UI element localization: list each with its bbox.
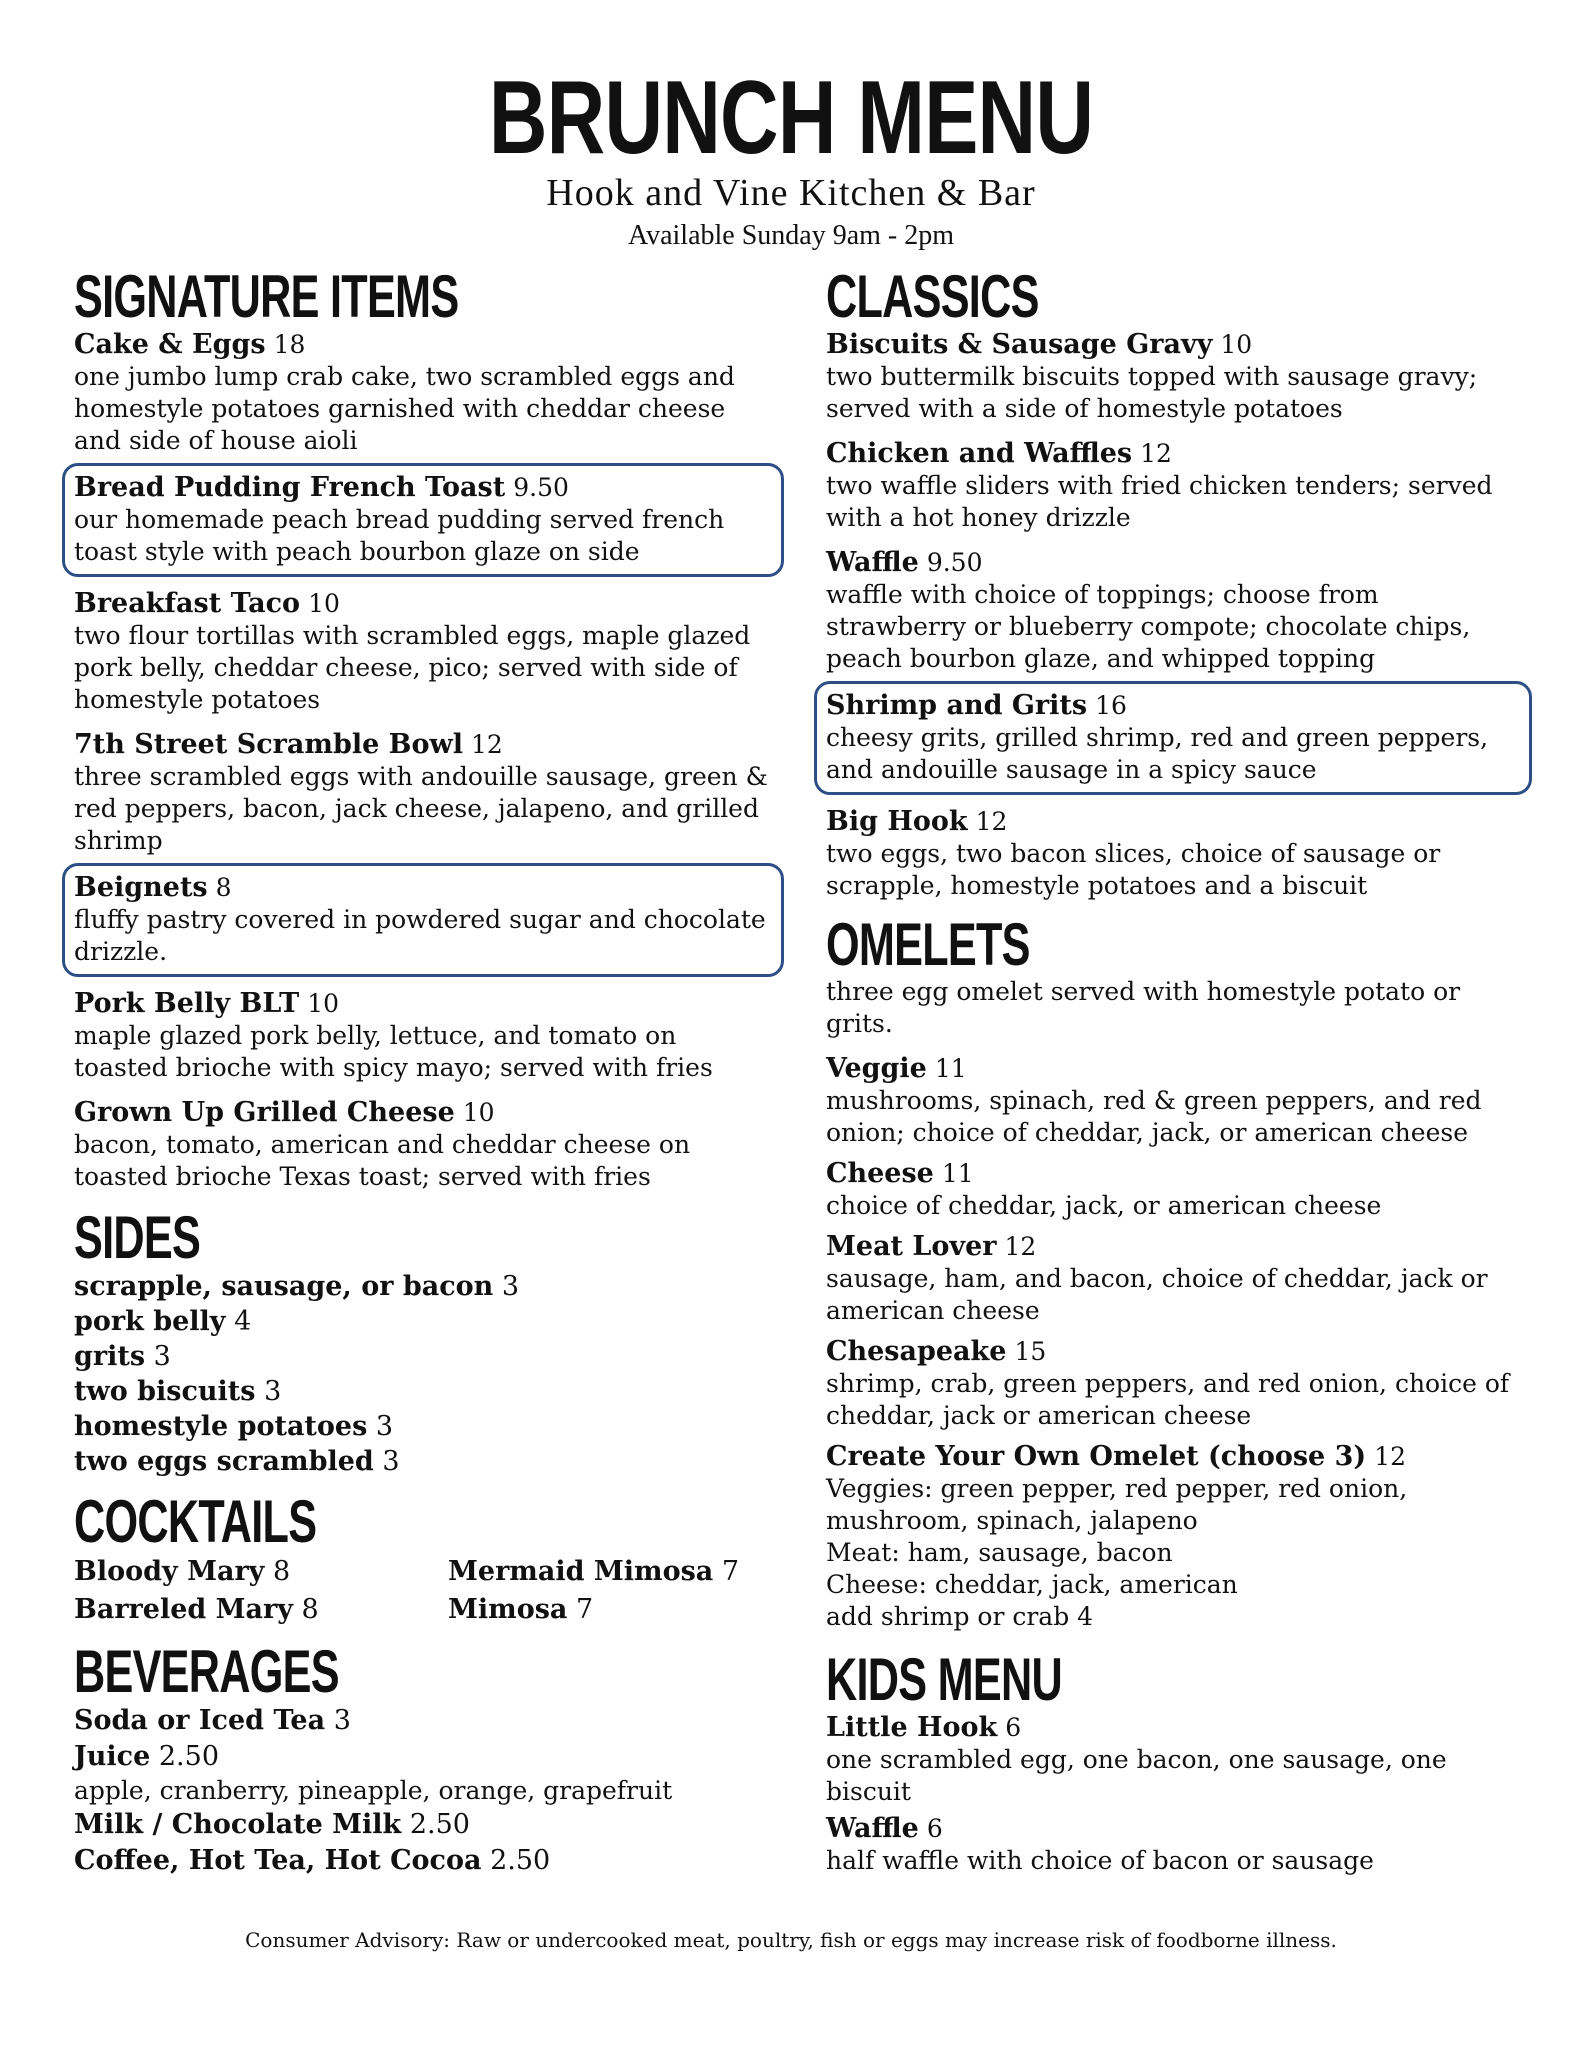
option-line: Cheese: cheddar, jack, american	[826, 1570, 1238, 1599]
item-description: two eggs, two bacon slices, choice of sausage or scrapple, homestyle potatoes and a biscuit	[826, 839, 1441, 900]
item-description: waffle with choice of toppings; choose from strawberry or blueberry compote; chocolate chips, peach bourbon glaze, and whipped topping	[826, 580, 1471, 673]
item-name: Bloody Mary	[74, 1556, 265, 1587]
item-price: 6	[1005, 1713, 1022, 1742]
section-title: SIGNATURE ITEMS	[74, 263, 459, 330]
item-name: Meat Lover	[826, 1231, 997, 1262]
item-price: 6	[926, 1814, 943, 1843]
item-name: Create Your Own Omelet (choose 3)	[826, 1441, 1367, 1472]
menu-item	[74, 728, 768, 857]
item-name: Waffle	[826, 1813, 919, 1844]
item-name: grits	[74, 1341, 146, 1372]
featured-menu-item	[62, 863, 784, 977]
menu-item	[826, 1711, 1516, 1808]
item-name: two eggs scrambled	[74, 1446, 374, 1477]
item-description: mushrooms, spinach, red & green peppers, and red onion; choice of cheddar, jack, or american cheese	[826, 1086, 1482, 1147]
item-name: Chicken and Waffles	[826, 438, 1133, 469]
item-price: 8	[272, 1556, 291, 1587]
create-omelet-item	[826, 1440, 1516, 1633]
item-name: Coffee, Hot Tea, Hot Cocoa	[74, 1845, 482, 1876]
left-column	[74, 263, 768, 1879]
section-title: KIDS MENU	[826, 1646, 1062, 1713]
section-title: SIDES	[74, 1204, 201, 1271]
item-price: 12	[1374, 1442, 1407, 1471]
item-price: 8	[301, 1594, 319, 1625]
beverage-item	[74, 1703, 768, 1739]
classics-section	[826, 263, 1516, 902]
item-price: 3	[375, 1411, 394, 1442]
menu-item	[826, 1335, 1516, 1432]
item-price: 3	[333, 1705, 351, 1736]
item-price: 10	[308, 589, 340, 618]
item-name: Shrimp and Grits	[826, 690, 1088, 721]
item-name: Chesapeake	[826, 1336, 1007, 1367]
side-item	[74, 1339, 768, 1374]
item-price: 9.50	[513, 473, 569, 502]
option-line: add shrimp or crab 4	[826, 1602, 1094, 1631]
section-intro: three egg omelet served with homestyle potato or grits.	[826, 977, 1461, 1038]
item-description: one jumbo lump crab cake, two scrambled eggs and homestyle potatoes garnished with cheddar cheese and side of house aioli	[74, 362, 735, 455]
item-name: Juice	[74, 1741, 151, 1772]
item-price: 7	[576, 1594, 594, 1625]
menu-item	[826, 805, 1516, 902]
item-name: scrapple, sausage, or bacon	[74, 1271, 494, 1302]
section-title: OMELETS	[826, 911, 1030, 978]
item-name: Milk / Chocolate Milk	[74, 1809, 402, 1840]
signature-section	[74, 263, 768, 1193]
menu-title: BRUNCH MENU	[488, 60, 1094, 176]
item-price: 10	[1220, 330, 1253, 359]
item-description: cheesy grits, grilled shrimp, red and green peppers, and andouille sausage in a spicy sauce	[826, 723, 1489, 784]
beverage-item	[74, 1843, 768, 1879]
item-name: Soda or Iced Tea	[74, 1705, 326, 1736]
item-name: Little Hook	[826, 1712, 998, 1743]
item-description: apple, cranberry, pineapple, orange, grapefruit	[74, 1776, 673, 1805]
item-description: two waffle sliders with fried chicken tenders; served with a hot honey drizzle	[826, 471, 1493, 532]
item-name: Veggie	[826, 1053, 927, 1084]
item-name: two biscuits	[74, 1376, 256, 1407]
menu-item	[826, 1812, 1516, 1877]
item-price: 7	[721, 1556, 740, 1587]
right-column	[826, 263, 1516, 1889]
menu-item	[826, 328, 1516, 425]
cocktails-section	[74, 1488, 768, 1629]
side-item	[74, 1374, 768, 1409]
item-price: 10	[462, 1098, 495, 1127]
restaurant-name: Hook and Vine Kitchen & Bar	[546, 172, 1036, 214]
item-description: bacon, tomato, american and cheddar cheese on toasted brioche Texas toast; served with fries	[74, 1130, 691, 1191]
item-name: Mermaid Mimosa	[448, 1556, 714, 1587]
item-name: Beignets	[74, 872, 208, 903]
item-description: one scrambled egg, one bacon, one sausage, one biscuit	[826, 1745, 1447, 1806]
beverage-item	[74, 1739, 768, 1775]
cocktail-item	[74, 1591, 448, 1629]
side-item	[74, 1444, 768, 1479]
item-name: 7th Street Scramble Bowl	[74, 729, 463, 760]
cocktail-item	[448, 1553, 768, 1591]
side-item	[74, 1409, 768, 1444]
item-name: homestyle potatoes	[74, 1411, 368, 1442]
item-name: Pork Belly BLT	[74, 988, 300, 1019]
item-price: 12	[975, 807, 1008, 836]
item-name: Big Hook	[826, 806, 968, 837]
item-description: sausage, ham, and bacon, choice of cheddar, jack or american cheese	[826, 1264, 1488, 1325]
menu-item	[74, 328, 768, 457]
consumer-advisory: Consumer Advisory: Raw or undercooked meat, poultry, fish or eggs may increase risk of foodborne illness.	[245, 1928, 1337, 1952]
omelets-section	[826, 911, 1516, 1633]
cocktail-item	[448, 1591, 768, 1629]
beverage-item	[74, 1807, 768, 1843]
menu-item	[826, 1052, 1516, 1149]
item-description: two flour tortillas with scrambled eggs, maple glazed pork belly, cheddar cheese, pico; served with side of homestyle potatoes	[74, 621, 751, 714]
item-name: Mimosa	[448, 1594, 568, 1625]
item-name: pork belly	[74, 1306, 226, 1337]
item-name: Waffle	[826, 547, 919, 578]
item-price: 3	[501, 1271, 520, 1302]
item-name: Cake & Eggs	[74, 329, 266, 360]
item-name: Grown Up Grilled Cheese	[74, 1097, 455, 1128]
item-description: choice of cheddar, jack, or american cheese	[826, 1191, 1382, 1220]
item-price: 10	[307, 989, 340, 1018]
item-name: Biscuits & Sausage Gravy	[826, 329, 1213, 360]
side-item	[74, 1269, 768, 1304]
item-description: shrimp, crab, green peppers, and red onion, choice of cheddar, jack or american cheese	[826, 1369, 1510, 1430]
item-price: 8	[215, 873, 232, 902]
item-price: 2.50	[490, 1845, 551, 1876]
menu-item	[826, 1230, 1516, 1327]
item-price: 3	[382, 1446, 400, 1477]
item-price: 3	[264, 1376, 282, 1407]
item-price: 11	[934, 1054, 967, 1083]
menu-item	[826, 437, 1516, 534]
item-name: Cheese	[826, 1158, 934, 1189]
menu-item	[74, 587, 768, 716]
menu-item	[74, 1096, 768, 1193]
item-name: Bread Pudding French Toast	[74, 472, 506, 503]
item-price: 12	[1140, 439, 1172, 468]
item-description: maple glazed pork belly, lettuce, and tomato on toasted brioche with spicy mayo; served with fries	[74, 1021, 713, 1082]
item-description: half waffle with choice of bacon or sausage	[826, 1846, 1374, 1875]
item-price: 16	[1095, 691, 1127, 720]
menu-item	[826, 546, 1516, 675]
side-item	[74, 1304, 768, 1339]
beverages-section	[74, 1638, 768, 1879]
sides-section	[74, 1204, 768, 1479]
item-description: three scrambled eggs with andouille sausage, green & red peppers, bacon, jack cheese, jalapeno, and grilled shrimp	[74, 762, 768, 855]
item-price: 18	[273, 330, 306, 359]
item-description: two buttermilk biscuits topped with sausage gravy; served with a side of homestyle potatoes	[826, 362, 1478, 423]
section-title: BEVERAGES	[74, 1638, 339, 1705]
item-price: 12	[470, 730, 503, 759]
option-line: Veggies: green pepper, red pepper, red onion, mushroom, spinach, jalapeno	[826, 1474, 1408, 1535]
section-title: CLASSICS	[826, 263, 1039, 330]
item-price: 3	[153, 1341, 171, 1372]
hours-text: Available Sunday 9am - 2pm	[627, 220, 955, 251]
item-price: 15	[1014, 1337, 1047, 1366]
item-price: 12	[1004, 1232, 1037, 1261]
item-price: 9.50	[926, 548, 983, 577]
menu-item	[74, 987, 768, 1084]
item-name: Breakfast Taco	[74, 588, 301, 619]
section-title: COCKTAILS	[74, 1488, 317, 1555]
item-price: 2.50	[409, 1809, 470, 1840]
kids-section	[826, 1646, 1516, 1877]
featured-menu-item	[814, 681, 1532, 795]
item-price: 11	[941, 1159, 974, 1188]
featured-menu-item	[62, 463, 784, 577]
option-line: Meat: ham, sausage, bacon	[826, 1538, 1173, 1567]
item-description: our homemade peach bread pudding served french toast style with peach bourbon glaze on side	[74, 505, 725, 566]
item-description: fluffy pastry covered in powdered sugar and chocolate drizzle.	[74, 905, 766, 966]
cocktail-item	[74, 1553, 448, 1591]
cocktails-grid	[74, 1553, 768, 1629]
menu-item	[826, 1157, 1516, 1222]
item-price: 4	[234, 1306, 252, 1337]
item-name: Barreled Mary	[74, 1594, 293, 1625]
item-price: 2.50	[158, 1741, 219, 1772]
